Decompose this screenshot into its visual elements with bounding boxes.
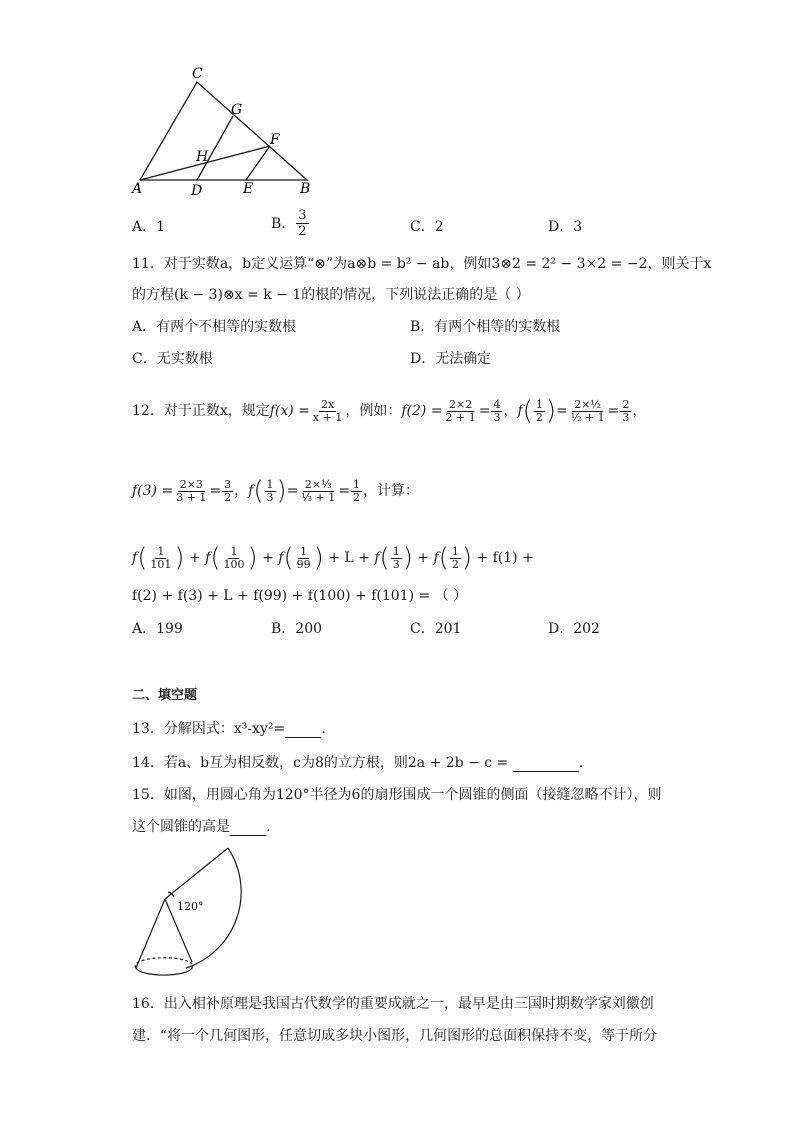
q15-blank[interactable] <box>230 821 266 836</box>
q12-sum-line1: f ( $\frac{1}{101}$ ) + f ( $\frac{1}{100}$ ) + f ( $\frac{1}{99}$ ) + L + f ( $\frac{1}{3}$ ) + f ( $\frac{1}{2}$ ) + f(1) + <box>132 543 534 573</box>
q11-line1: 11．对于实数a，b定义运算“⊗”为a⊗b = b² − ab，例如3⊗2 = 2² − 3×2 = −2，则关于x <box>132 256 712 272</box>
angle-label: 120° <box>177 900 204 913</box>
q12-sum-line2: f(2) + f(3) + L + f(99) + f(100) + f(101) = （ ） <box>132 588 468 604</box>
label-g: G <box>231 102 243 118</box>
section-title-fill-in: 二、填空题 <box>132 688 198 703</box>
q15-line2: 这个圆锥的高是 . <box>132 819 271 835</box>
q16-line2: 建．“将一个几何图形，任意切成多块小图形，几何图形的总面积保持不变，等于所分 <box>132 1028 658 1044</box>
q11-option-c: C．无实数根 <box>132 351 213 367</box>
label-f: F <box>270 132 280 148</box>
q12-option-a: A．199 <box>132 621 183 637</box>
q14: 14．若a、b互为相反数，c为8的立方根，则2a + 2b − c = . <box>132 755 584 771</box>
triangle-figure <box>130 64 320 200</box>
q12-option-c: C．201 <box>410 621 462 637</box>
q16-line1: 16．出入相补原理是我国古代数学的重要成就之一，最早是由三国时期数学家刘徽创 <box>132 996 654 1012</box>
q15-line1: 15．如图，用圆心角为120°半径为6的扇形围成一个圆锥的侧面（接缝忽略不计），则 <box>132 787 662 803</box>
q10-option-b: B． $\frac{3}{2}$ <box>271 208 307 239</box>
q12-option-d: D．202 <box>548 621 600 637</box>
q10-option-a: A．1 <box>132 219 166 235</box>
cone-sector-figure <box>130 842 250 988</box>
q13-blank[interactable] <box>285 723 321 738</box>
q10-option-c: C．2 <box>410 219 444 235</box>
q12-line2: f(3) = $\frac{2\times 3}{3 + 1}$ = $\frac{3}{2}$ ， f ( $\frac{1}{3}$ ) = $\frac{\text{2×⅓}}{\text{⅓ + 1}}$ = $\frac{1}{2}$ ，计算： <box>132 476 419 506</box>
label-a: A <box>132 181 143 197</box>
q11-option-b: B．有两个相等的实数根 <box>410 319 561 335</box>
label-h: H <box>196 149 209 165</box>
q11-option-a: A．有两个不相等的实数根 <box>132 319 297 335</box>
q11-line2: 的方程(k − 3)⊗x = k − 1的根的情况，下列说法正确的是（ ） <box>132 287 530 303</box>
q12-line1: 12．对于正数x，规定 f(x) = $\frac{2x}{x + 1}$ ，例如： f(2) = $\frac{2\times 2}{2 + 1}$ = $\frac{4}{3}$ ， f ( $\frac{1}{2}$ ) = $\frac{\text{2×½}}{\text{½ + 1}}$ = $\frac{2}{3}$ ， <box>132 396 647 426</box>
label-d: D <box>191 183 203 199</box>
label-e: E <box>243 181 254 197</box>
q12-option-b: B．200 <box>271 621 323 637</box>
q11-option-d: D．无法确定 <box>410 351 492 367</box>
q10-option-d: D．3 <box>548 219 583 235</box>
label-b: B <box>300 181 311 197</box>
label-c: C <box>192 66 203 82</box>
q13: 13．分解因式：x³-xy²= . <box>132 721 326 737</box>
q14-blank[interactable] <box>513 757 579 772</box>
